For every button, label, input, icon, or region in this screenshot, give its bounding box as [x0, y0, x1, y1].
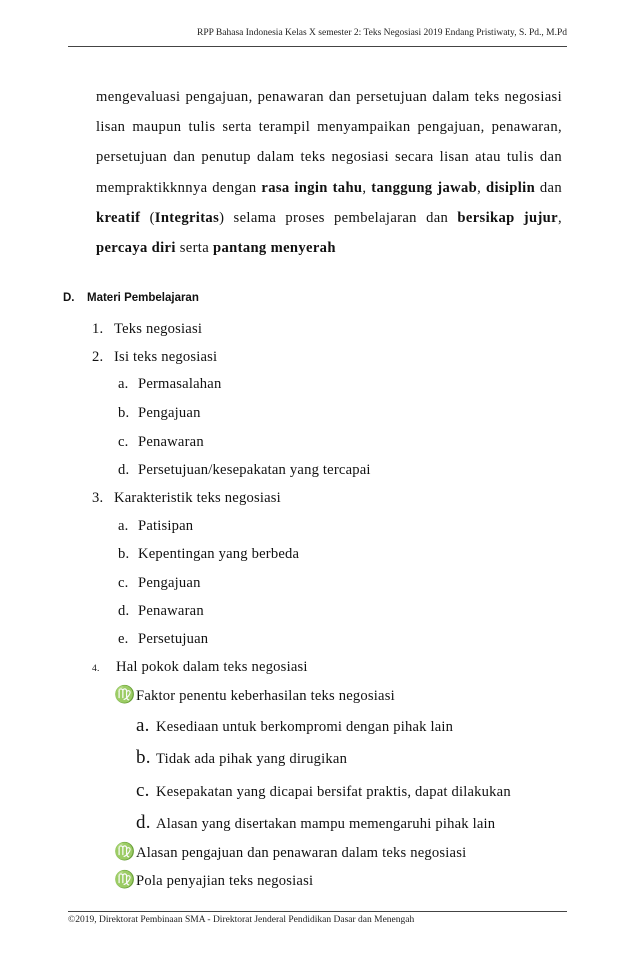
- para-bold: pantang menyerah: [213, 240, 336, 257]
- sub-list-item: [136, 780, 511, 802]
- list-item: [92, 349, 217, 366]
- list-marker: b.: [118, 405, 130, 421]
- list-item-text: Pengajuan: [138, 575, 201, 591]
- para-bold: rasa ingin tahu: [261, 179, 363, 196]
- bullet-text: Alasan pengajuan dan penawaran dalam teks negosiasi: [136, 845, 467, 861]
- list-item-text: Patisipan: [138, 518, 194, 534]
- virgo-bullet-icon: ♍: [114, 842, 136, 861]
- list-item-text: Karakteristik teks negosiasi: [114, 490, 281, 506]
- sub-list-item: [118, 575, 201, 592]
- learning-objective-paragraph: [96, 82, 562, 263]
- sub-list-item: [118, 376, 221, 393]
- page-header: RPP Bahasa Indonesia Kelas X semester 2: Teks Negosiasi 2019 Endang Pristiwaty, S. Pd., M.Pd: [197, 28, 567, 38]
- para-text: dan: [535, 179, 563, 196]
- list-marker: c.: [136, 780, 150, 801]
- bullet-item: [114, 685, 395, 705]
- header-divider: [68, 46, 567, 47]
- sub-list-item: [136, 715, 453, 737]
- para-bold: bersikap jujur: [457, 209, 558, 226]
- para-bold: Integritas: [154, 209, 220, 226]
- sub-list-item: [118, 405, 201, 422]
- sub-list-item: [136, 812, 495, 834]
- list-item-text: Isi teks negosiasi: [114, 349, 218, 365]
- para-text: serta: [175, 240, 214, 257]
- list-marker: d.: [118, 462, 130, 478]
- bullet-item: [114, 870, 313, 890]
- list-marker: a.: [118, 518, 129, 534]
- para-text: ,: [557, 209, 562, 226]
- list-marker: b.: [136, 747, 151, 768]
- list-item-text: Persetujuan: [138, 631, 209, 647]
- sub-list-item: [118, 434, 204, 451]
- list-item-text: Kesediaan untuk berkompromi dengan pihak lain: [156, 719, 454, 735]
- list-marker: 2.: [92, 349, 104, 365]
- list-marker: 3.: [92, 490, 104, 506]
- virgo-bullet-icon: ♍: [114, 685, 136, 704]
- list-item-text: Kesepakatan yang dicapai bersifat praktis, dapat dilakukan: [156, 784, 511, 800]
- sub-list-item: [136, 747, 347, 769]
- list-item-text: Tidak ada pihak yang dirugikan: [156, 751, 348, 767]
- list-item-text: Persetujuan/kesepakatan yang tercapai: [138, 462, 371, 478]
- list-item-text: Teks negosiasi: [114, 321, 203, 337]
- sub-list-item: [118, 462, 371, 479]
- sub-list-item: [118, 603, 204, 620]
- list-marker: a.: [136, 715, 150, 736]
- list-marker: 1.: [92, 321, 104, 337]
- list-item: [92, 321, 202, 338]
- section-title: Materi Pembelajaran: [87, 292, 199, 304]
- footer-divider: [68, 911, 567, 912]
- list-item-text: Kepentingan yang berbeda: [138, 546, 300, 562]
- list-marker: b.: [118, 546, 130, 562]
- sub-list-item: [118, 518, 193, 535]
- list-item-text: Alasan yang disertakan mampu memengaruhi pihak lain: [156, 816, 496, 832]
- list-marker: a.: [118, 376, 129, 392]
- list-item-text: Hal pokok dalam teks negosiasi: [116, 659, 308, 675]
- sub-list-item: [118, 546, 299, 563]
- virgo-bullet-icon: ♍: [114, 870, 136, 889]
- list-marker: d.: [136, 812, 151, 833]
- page-footer: ©2019, Direktorat Pembinaan SMA - Direktorat Jenderal Pendidikan Dasar dan Menengah: [68, 915, 415, 925]
- list-marker: c.: [118, 434, 129, 450]
- list-item: [92, 490, 281, 507]
- list-marker: e.: [118, 631, 129, 647]
- bullet-item: [114, 842, 466, 862]
- section-label: D.: [63, 292, 75, 304]
- para-bold: percaya diri: [96, 240, 176, 257]
- para-text: ) selama proses pembelajaran dan: [219, 209, 458, 226]
- para-text: mengevaluasi pengajuan, penawaran dan persetujuan dalam teks negosiasi lisan maupun tulis serta terampil menyampaikan pengajuan, penawaran, persetujuan dan penutup dalam teks negosiasi secara lisan atau tulis dan mempraktikknnya dengan: [96, 89, 562, 196]
- list-marker: c.: [118, 575, 129, 591]
- para-text: ,: [362, 179, 372, 196]
- para-text: (: [140, 209, 155, 226]
- para-bold: disiplin: [486, 179, 536, 196]
- list-marker: 4.: [92, 664, 100, 674]
- list-item-text: Penawaran: [138, 434, 204, 450]
- list-item-text: Permasalahan: [138, 376, 222, 392]
- para-text: ,: [477, 179, 486, 196]
- para-bold: kreatif: [96, 209, 141, 226]
- list-item: [92, 659, 308, 676]
- list-marker: d.: [118, 603, 130, 619]
- para-bold: tanggung jawab: [371, 179, 478, 196]
- bullet-text: Pola penyajian teks negosiasi: [136, 873, 314, 889]
- list-item-text: Penawaran: [138, 603, 204, 619]
- list-item-text: Pengajuan: [138, 405, 201, 421]
- section-heading: [63, 292, 199, 304]
- sub-list-item: [118, 631, 208, 648]
- bullet-text: Faktor penentu keberhasilan teks negosiasi: [136, 688, 395, 704]
